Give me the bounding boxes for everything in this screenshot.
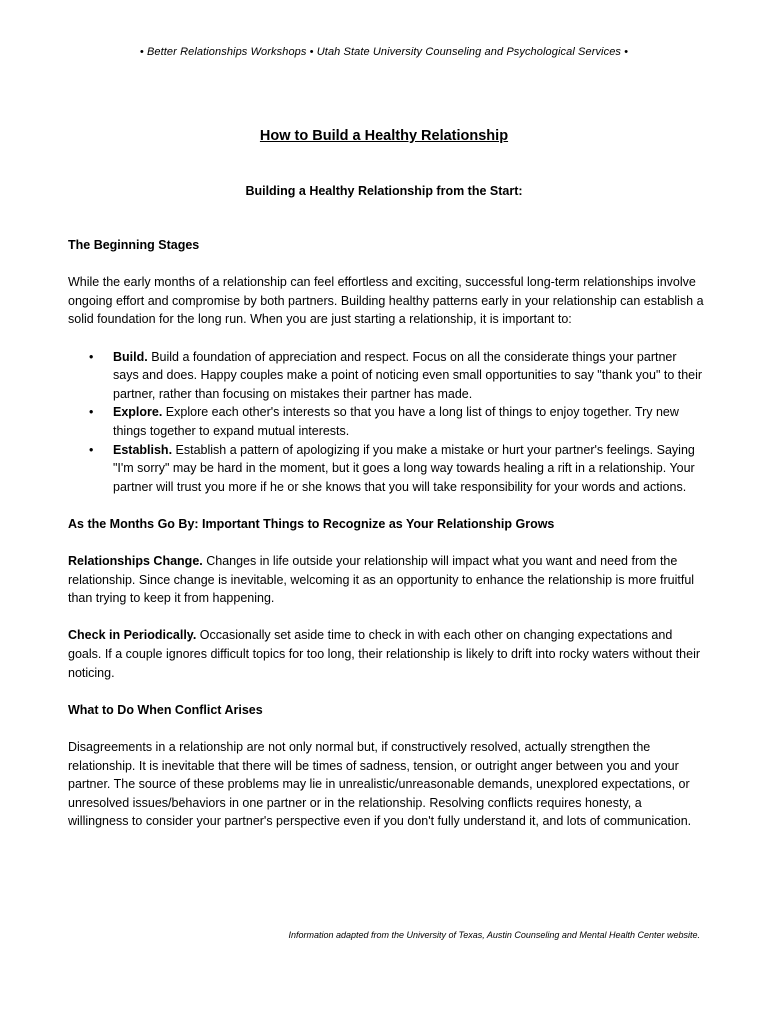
section-heading: What to Do When Conflict Arises [68,702,263,717]
bullet-marker: • [89,349,94,364]
section-intro: While the early months of a relationship can feel effortless and exciting, successful long-term relationships involve ongoing effort and compromise by both partners. Building healthy patterns early in your relationship can establish a solid foundation for the long run. When you are just starting a relationship, it is important to: [68,275,704,327]
document-body [68,236,704,850]
paragraph-lead: Check in Periodically. [68,628,197,643]
section-months-go-by [68,515,704,682]
paragraph [68,552,704,608]
paragraph-text: Changes in life outside your relationship will impact what you want and need from the relationship. Since change is inevitable, welcoming it as an opportunity to enhance the relationship is more fruitful than trying to keep it from happening. [68,554,695,606]
item-lead: Build. [113,349,148,364]
list-item [89,441,704,497]
section-heading: The Beginning Stages [68,238,200,252]
page-title: How to Build a Healthy Relationship [259,128,509,144]
item-text: Explore each other's interests so that you have a long list of things to enjoy together. Try new things together to expand mutual interests. [113,405,679,438]
bullet-marker: • [89,442,94,457]
paragraph [68,626,704,682]
header-banner: • Better Relationships Workshops • Utah State University Counseling and Psychological Services • [139,46,629,58]
section-beginning-stages [68,236,704,496]
item-lead: Establish. [113,442,173,457]
page-subtitle: Building a Healthy Relationship from the Start: [245,184,523,198]
item-text: Build a foundation of appreciation and respect. Focus on all the considerate things your partner says and does. Happy couples make a point of noticing even small opportunities to say "thank you" to their partner, rather than focusing on mistakes their partner has made. [113,349,703,401]
bullet-list [68,348,704,497]
paragraph-lead: Relationships Change. [68,554,203,569]
paragraph-text: Occasionally set aside time to check in with each other on changing expectations and goals. If a couple ignores difficult topics for too long, their relationship is likely to drift into rocky waters without their noticing. [68,628,701,680]
list-item [89,348,704,404]
footer-source-note: Information adapted from the University of Texas, Austin Counseling and Mental Health Center website. [288,930,700,940]
item-lead: Explore. [113,405,163,420]
paragraph: Disagreements in a relationship are not only normal but, if constructively resolved, actually strengthen the relationship. It is inevitable that there will be times of sadness, tension, or outright anger between you and your partner. The source of these problems may lie in unrealistic/unreasonable demands, unexplored expectations, or unresolved issues/behaviors in one partner or in the relationship. Resolving conflicts requires honesty, a willingness to consider your partner's perspective even if you don't fully understand it, and lots of communication. [68,740,692,829]
bullet-marker: • [89,405,94,420]
section-conflict [68,701,704,831]
list-item [89,403,704,440]
item-text: Establish a pattern of apologizing if you make a mistake or hurt your partner's feelings. Saying "I'm sorry" may be hard in the moment, but it goes a long way towards healing a rift in a relationship. Your partner will trust you more if he or she knows that you will take responsibility for your words and actions. [113,442,695,494]
section-heading: As the Months Go By: Important Things to Recognize as Your Relationship Grows [68,516,555,531]
